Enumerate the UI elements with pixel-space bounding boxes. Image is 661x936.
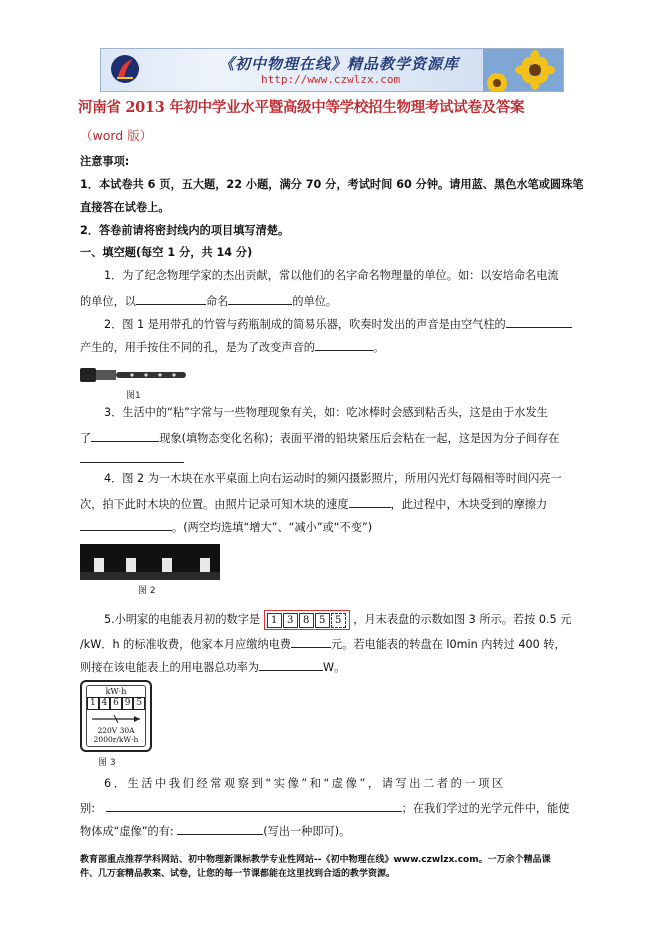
notes-item-2: 2．答卷前请将密封线内的项目填写清楚。 <box>80 224 290 237</box>
section-1-heading: 一、填空题(每空 1 分，共 14 分) <box>80 246 253 259</box>
q5-blank-1[interactable] <box>291 635 331 648</box>
meter-display <box>87 697 145 710</box>
q5-text-b: ，月末表盘的示数如图 3 所示。若按 0.5 元 <box>353 613 572 626</box>
q4-line2 <box>80 495 547 513</box>
q3-line2 <box>80 429 560 447</box>
q1-blank-1[interactable] <box>136 292 206 305</box>
banner-url[interactable]: http://www.czwlzx.com <box>261 73 401 86</box>
q6-blank-2[interactable] <box>177 822 263 835</box>
q6-blank-1[interactable] <box>106 799 402 812</box>
q5-text-a: 5.小明家的电能表月初的数字是 <box>104 613 261 626</box>
meter-start-digit: 5 <box>331 613 346 628</box>
q3-line3 <box>80 450 184 468</box>
meter-start-digit: 1 <box>267 613 282 628</box>
figure-3-caption: 图 3 <box>98 758 116 768</box>
q2-text-c: 。 <box>372 341 385 354</box>
q4-blank-2[interactable] <box>80 518 172 531</box>
q6-text-a: 别: <box>80 802 95 815</box>
q3-line1: 3．生活中的“粘”字常与一些物理现象有关，如：吃冰棒时会感到粘舌头，这是由于水发生 <box>104 406 548 419</box>
q5-text-d: 元。若电能表的转盘在 l0min 内转过 400 转， <box>330 638 566 651</box>
q6-text-d: (写出一种即可)。 <box>263 825 351 838</box>
meter-spec-revolutions: 2000r/kW·h <box>93 735 139 744</box>
document-title: 河南省 2013 年初中学业水平暨高级中等学校招生物理考试试卷及答案 <box>78 99 525 116</box>
q5-line3 <box>80 658 345 676</box>
meter-disc-icon <box>88 712 144 726</box>
q5-text-e: 则接在该电能表上的用电器总功率为 <box>80 661 260 674</box>
q1-text-c: 的单位。 <box>292 295 338 308</box>
q5-text-f: W。 <box>323 661 346 674</box>
meter-start-digit: 5 <box>315 613 330 628</box>
q2-line1 <box>104 315 572 333</box>
q1-line1: 1．为了纪念物理学家的杰出贡献，常以他们的名字命名物理量的单位。如：以安培命名电流 <box>104 269 559 282</box>
q3-text-b: 现象(填物态变化名称)；表面平滑的铅块紧压后会粘在一起，这是因为分子间存在 <box>159 432 560 445</box>
q2-line2 <box>80 338 384 356</box>
figure-3-energy-meter <box>80 680 152 752</box>
q4-text-b: ，此过程中，木块受到的摩擦力 <box>390 498 548 511</box>
meter-start-reading <box>264 610 350 630</box>
meter-spec-rating: 220V 30A <box>97 726 135 735</box>
q6-line2 <box>80 799 569 817</box>
q2-text-a: 2．图 1 是用带孔的竹管与药瓶制成的简易乐器，吹奏时发出的声音是由空气柱的 <box>104 318 506 331</box>
q3-blank-1[interactable] <box>91 429 159 442</box>
figure-1-caption: 图1 <box>126 391 141 401</box>
header-banner <box>100 48 564 92</box>
q6-text-b: ；在我们学过的光学元件中，能使 <box>401 802 570 815</box>
figure-2-strobe-photo <box>80 544 220 580</box>
notes-heading: 注意事项: <box>80 155 130 168</box>
notes-item-1a: 1．本试卷共 6 页，五大题，22 小题，满分 70 分，考试时间 60 分钟。请用蓝、黑色水笔或圆珠笔 <box>80 178 584 191</box>
q4-blank-1[interactable] <box>349 495 391 508</box>
meter-start-digit: 8 <box>299 613 314 628</box>
q6-line3 <box>80 822 350 840</box>
q1-line2 <box>80 292 337 310</box>
q6-text-c: 物体成“虚像”的有: <box>80 825 174 838</box>
meter-face <box>86 685 146 747</box>
meter-end-digit: 9 <box>122 697 134 710</box>
q1-text-a: 的单位，以 <box>80 295 136 308</box>
q1-blank-2[interactable] <box>228 292 292 305</box>
q5-text-c: /kW．h 的标准收费，他家本月应缴纳电费 <box>80 638 291 651</box>
q4-line3 <box>80 518 372 536</box>
meter-end-digit: 1 <box>87 697 99 710</box>
q2-text-b: 产生的，用手按住不同的孔，是为了改变声音的 <box>80 341 315 354</box>
sunflower-icon <box>483 49 563 91</box>
meter-end-digit: 6 <box>110 697 122 710</box>
q5-line2 <box>80 635 566 653</box>
q4-text-a: 次，拍下此时木块的位置。由照片记录可知木块的速度 <box>80 498 349 511</box>
footer-line-1: 教育部重点推荐学科网站、初中物理新课标教学专业性网站--《初中物理在线》www.czwlzx.com。一万余个精品课 <box>80 855 551 865</box>
q5-line1 <box>104 610 571 630</box>
meter-end-digit: 4 <box>99 697 111 710</box>
q6-line1: 6．生活中我们经常观察到“实像”和“虚像”，请写出二者的一项区 <box>104 777 506 790</box>
meter-end-digit: 5 <box>133 697 145 710</box>
q4-line1: 4．图 2 为一木块在水平桌面上向右运动时的频闪摄影照片，所用闪光灯每隔相等时间闪亮一 <box>104 472 562 485</box>
page-footer <box>80 853 600 881</box>
q1-text-b: 命名 <box>205 295 229 308</box>
q3-blank-2[interactable] <box>80 450 184 463</box>
figure-2-caption: 图 2 <box>138 586 156 596</box>
q3-text-a: 了 <box>80 432 92 445</box>
q2-blank-2[interactable] <box>315 338 373 351</box>
q4-text-c: 。(两空均选填“增大”、“减小”或“不变”) <box>172 521 373 534</box>
site-logo-icon <box>109 53 141 85</box>
q2-blank-1[interactable] <box>506 315 572 328</box>
figure-1-bamboo-flute <box>80 364 190 386</box>
footer-line-2: 件、几万套精品教案、试卷，让您的每一节课都能在这里找到合适的教学资源。 <box>80 869 396 879</box>
meter-start-digit: 3 <box>283 613 298 628</box>
notes-item-1b: 直接答在试卷上。 <box>80 201 170 214</box>
q5-blank-2[interactable] <box>259 658 323 671</box>
meter-unit-label: kW·h <box>105 687 127 696</box>
document-subtitle: （word 版） <box>80 128 153 143</box>
banner-title: 《初中物理在线》精品教学资源库 <box>219 55 460 73</box>
